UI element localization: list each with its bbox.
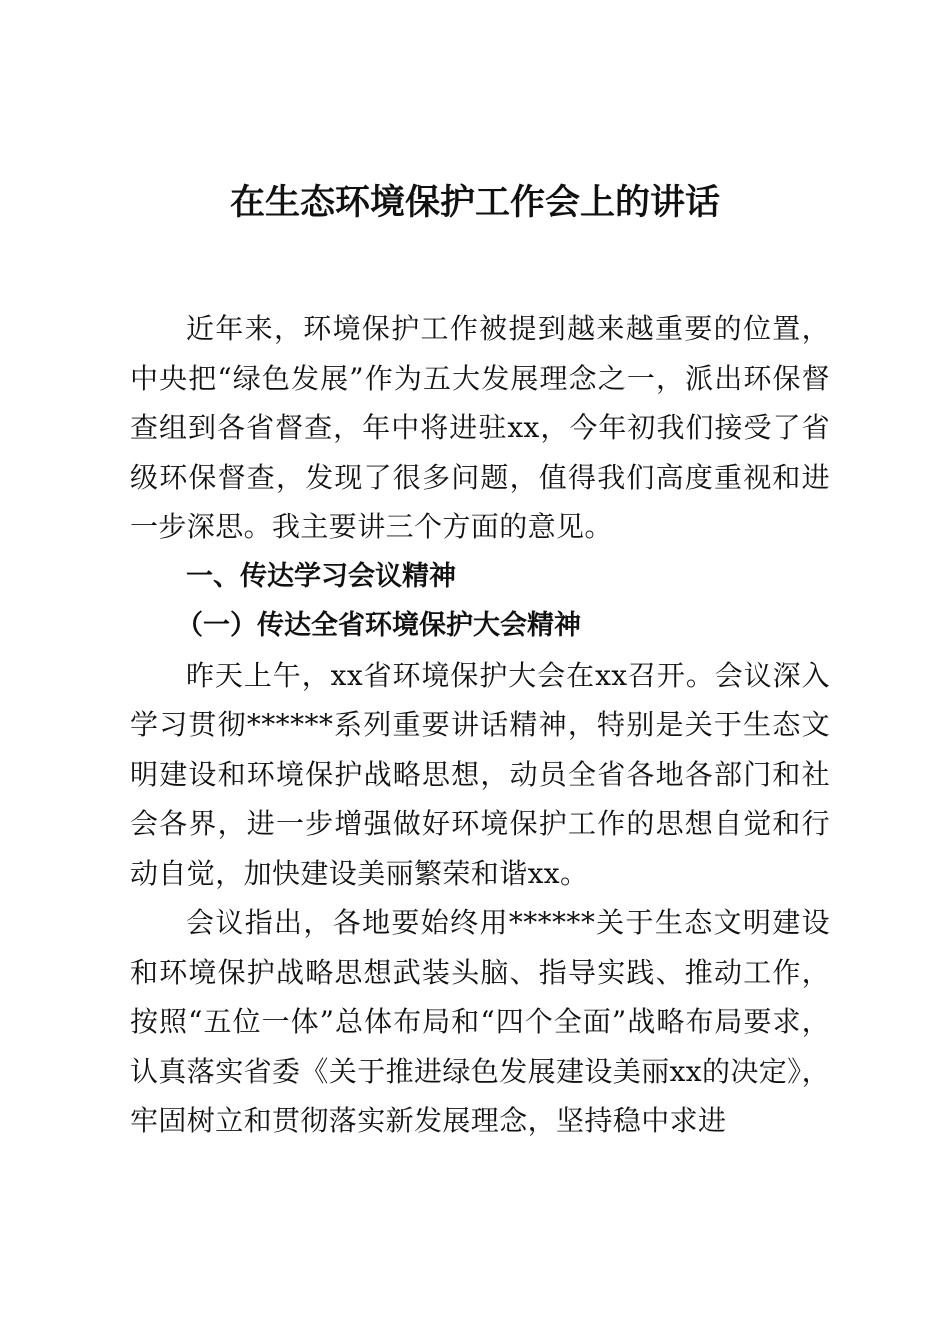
section-heading-1: 一、传达学习会议精神 [186,560,456,592]
document-title: 在生态环境保护工作会上的讲话 [229,182,720,223]
body-paragraph-intro: 近年来，环境保护工作被提到越来越重要的位置，中央把“绿色发展”作为五大发展理念之一，派出环保督查组到各省督查，年中将进驻xx，今年初我们接受了省级环保督查，发现了很多问题，值得我们高度重视和进一步深思。我主要讲三个方面的意见。 [130,312,830,543]
document-body [130,304,830,1146]
subsection-heading-1: （一）传达全省环境保护大会精神 [176,610,581,641]
body-paragraph-meeting: 昨天上午，xx省环境保护大会在xx召开。会议深入学习贯彻******系列重要讲话精神，特别是关于生态文明建设和环境保护战略思想，动员全省各地各部门和社会各界，进一步增强做好环境保护工作的思想自觉和行动自觉，加快建设美丽繁荣和谐xx。 [130,658,830,890]
body-paragraph-meeting-points: 会议指出，各地要始终用******关于生态文明建设和环境保护战略思想武装头脑、指导实践、推动工作，按照“五位一体”总体布局和“四个全面”战略布局要求，认真落实省委《关于推进绿色发展建设美丽xx的决定》，牢固树立和贯彻落实新发展理念，坚持稳中求进 [130,906,830,1137]
